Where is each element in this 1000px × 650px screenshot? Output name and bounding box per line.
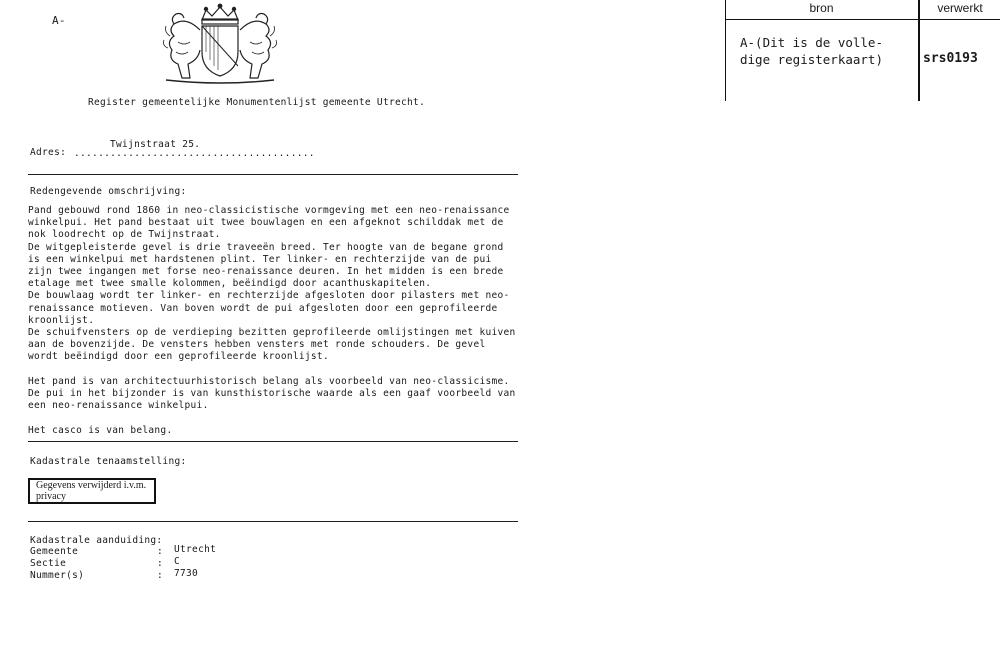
description-body (28, 205, 516, 437)
description-line: renaissance motieven. Van boven wordt de pui afgesloten door een geprofileerde (28, 302, 498, 314)
description-heading: Redengevende omschrijving: (30, 186, 187, 197)
cadastral-colon: : (157, 546, 164, 557)
divider (28, 521, 518, 522)
privacy-note: Gegevens verwijderd i.v.m. privacy (36, 480, 147, 502)
cadastral-colon: : (157, 570, 164, 581)
cadastral-heading: Kadastrale aanduiding: (30, 535, 163, 546)
cadastral-value: 7730 (174, 568, 199, 579)
table-border (725, 0, 726, 101)
address-value: Twijnstraat 25. (110, 139, 201, 150)
cadastral-colon: : (157, 558, 164, 569)
description-line (28, 412, 516, 424)
description-line: winkelpui. Het pand bestaat uit twee bouwlagen en een afgeknot schilddak met de (28, 217, 504, 229)
table-border (725, 19, 1000, 20)
divider (28, 441, 518, 442)
description-line: nok loodrecht op de Twijnstraat. (28, 229, 221, 241)
address-dotted-line: ........................................ (74, 148, 315, 159)
verwerkt-header: verwerkt (937, 1, 983, 15)
cadastral-value: C (174, 556, 181, 567)
description-line (28, 364, 516, 376)
bron-value: A-(Dit is de volle- dige registerkaart) (740, 35, 883, 67)
corner-mark: A- (52, 14, 66, 27)
divider (28, 174, 518, 175)
cadastral-label: Sectie (30, 558, 67, 569)
description-line: De witgepleisterde gevel is drie traveeën breed. Ter hoogte van de begane grond (28, 241, 504, 253)
bron-header: bron (809, 1, 834, 15)
description-line: De pui in het bijzonder is van kunsthistorische waarde als een gaaf voorbeeld van (28, 388, 516, 400)
cadastral-label: Gemeente (30, 546, 79, 557)
description-line: wordt beëindigd door een geprofileerde kroonlijst. (28, 351, 329, 363)
utrecht-coat-of-arms-icon (160, 2, 280, 84)
cadastral-row-nummers (30, 568, 199, 614)
description-line: Het pand is van architectuurhistorisch belang als voorbeeld van neo-classicisme. (28, 375, 510, 387)
description-line: is een winkelpui met hardstenen plint. Ter linker- en rechterzijde van de pui (28, 253, 492, 265)
description-line: etalage met twee smalle kolommen, beëindigd door acanthuskapitelen. (28, 278, 432, 290)
description-line: Het casco is van belang. (28, 424, 173, 436)
description-line: een neo-renaissance winkelpui. (28, 400, 209, 412)
cadastral-label: Nummer(s) (30, 570, 85, 581)
description-line: Pand gebouwd rond 1860 in neo-classicistische vormgeving met een neo-renaissance (28, 205, 510, 216)
register-title: Register gemeentelijke Monumentenlijst gemeente Utrecht. (88, 97, 426, 108)
cadastral-value: Utrecht (174, 544, 217, 555)
description-line: zijn twee ingangen met forse neo-renaissance deuren. In het midden is een brede (28, 266, 504, 278)
description-line: De schuifvensters op de verdieping bezitten geprofileerde omlijstingen met kuiven (28, 327, 516, 339)
address-label: Adres: (30, 147, 67, 158)
privacy-redaction-box (28, 478, 156, 504)
ownership-heading: Kadastrale tenaamstelling: (30, 456, 187, 467)
description-line: kroonlijst. (28, 314, 95, 326)
source-table (725, 0, 1000, 101)
description-line: aan de bovenzijde. De vensters hebben vensters met ronde schouders. De gevel (28, 339, 486, 351)
verwerkt-value: srs0193 (923, 51, 978, 66)
description-line: De bouwlaag wordt ter linker- en rechterzijde afgesloten door pilasters met neo- (28, 290, 510, 302)
table-border (918, 0, 920, 101)
